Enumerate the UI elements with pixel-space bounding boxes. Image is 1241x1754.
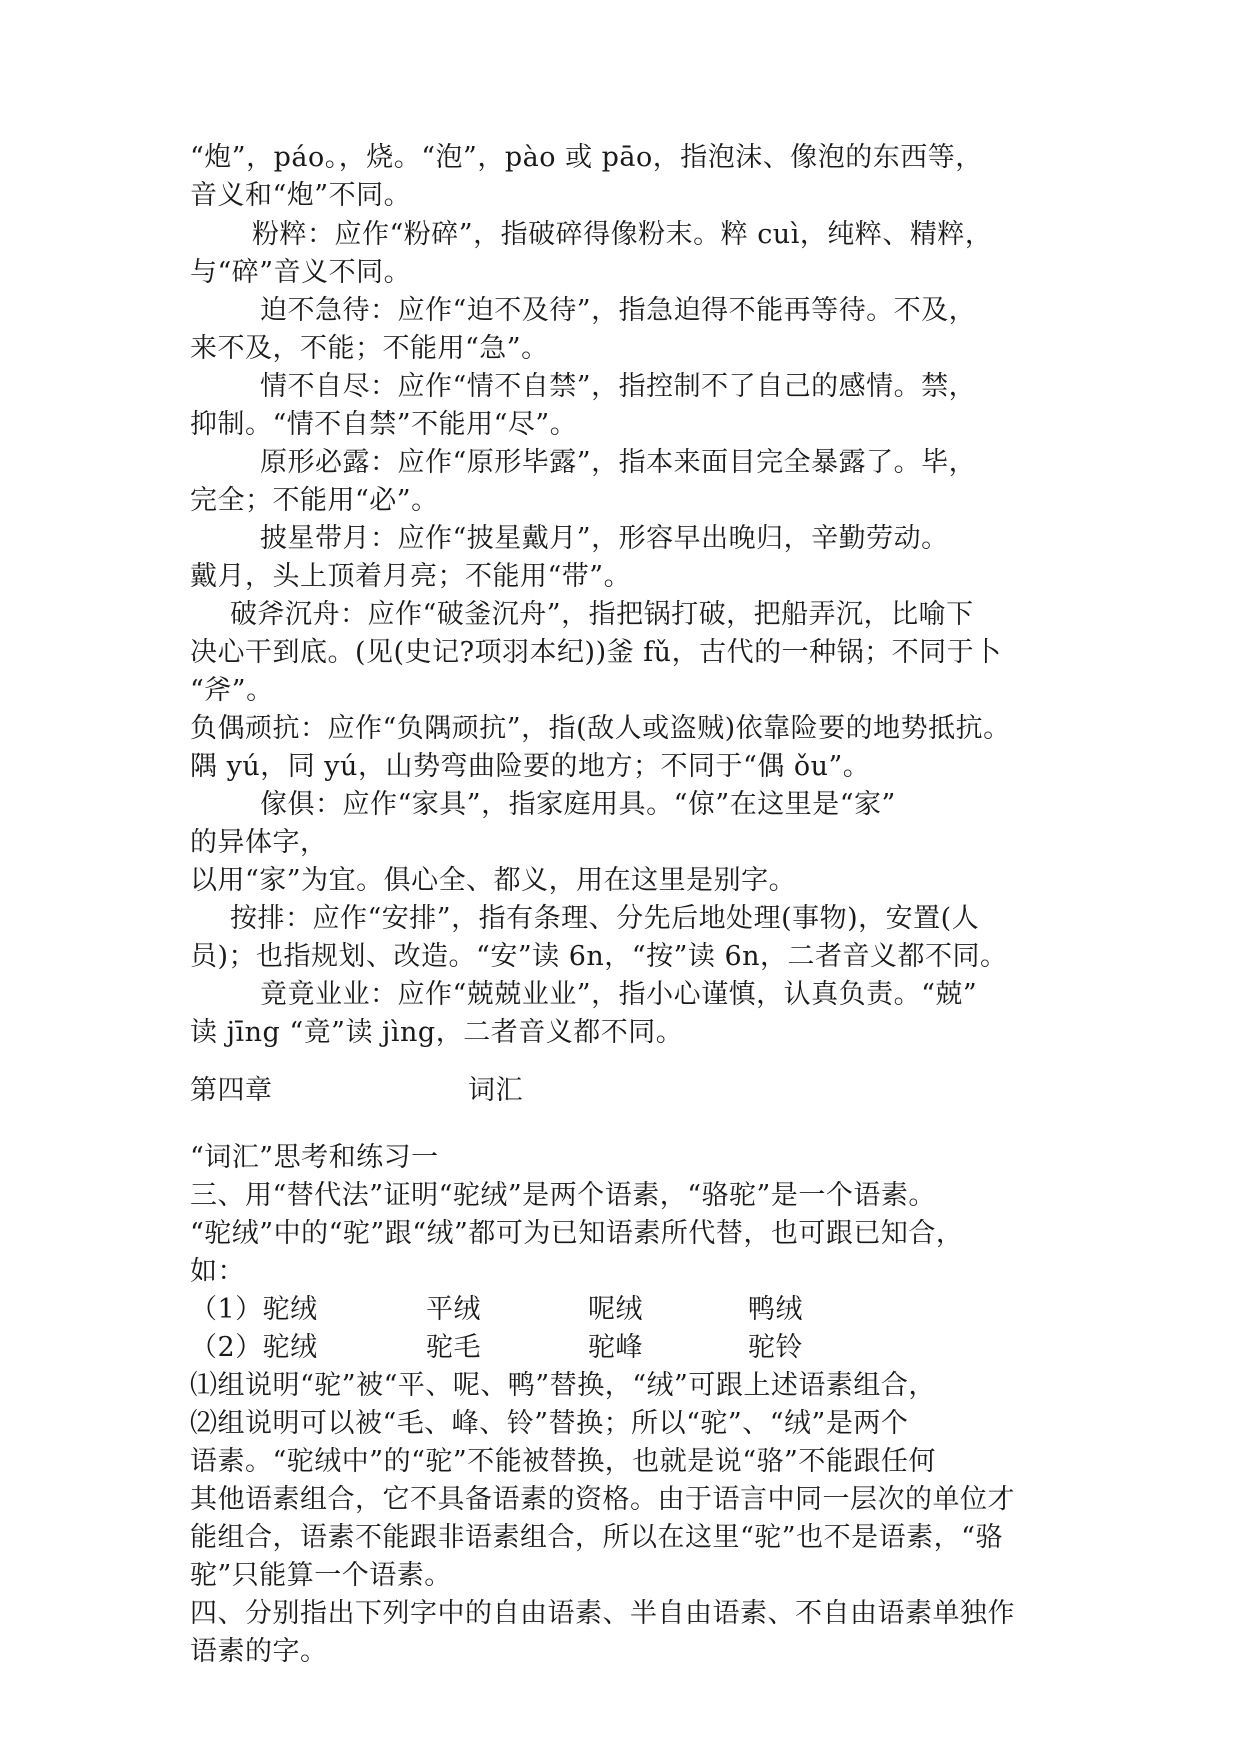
- text-line: 完全；不能用“必”。: [190, 485, 439, 516]
- text-line: 读 jīng “竟”读 jìng，二者音义都不同。: [190, 1017, 684, 1048]
- text-line: 如：: [190, 1256, 245, 1287]
- chapter-title: 词汇: [468, 1075, 523, 1106]
- example-row-2-item: （2）驼绒: [190, 1332, 318, 1363]
- text-line: 来不及，不能；不能用“急”。: [190, 333, 549, 364]
- text-line: 语素。“驼绒中”的“驼”不能被替换，也就是说“骆”不能跟任何: [190, 1446, 936, 1477]
- text-line: 原形必露：应作“原形毕露”，指本来面目完全暴露了。毕，: [260, 447, 977, 478]
- text-line: “斧”。: [190, 675, 274, 706]
- text-line: 破斧沉舟：应作“破釜沉舟”，指把锅打破，把船弄沉，比喻下: [230, 599, 974, 630]
- text-line: 按排：应作“安排”，指有条理、分先后地处理(事物)，安置(人: [230, 903, 980, 934]
- example-row-1-item: 呢绒: [588, 1294, 643, 1325]
- text-line: 能组合，语素不能跟非语素组合，所以在这里“驼”也不是语素，“骆: [190, 1522, 1003, 1553]
- text-line: 音义和“炮”不同。: [190, 180, 412, 211]
- text-line: 迫不急待：应作“迫不及待”，指急迫得不能再等待。不及，: [260, 295, 977, 326]
- text-line: ⑵组说明可以被“毛、峰、铃”替换；所以“驼”、“绒”是两个: [190, 1408, 909, 1439]
- section-heading: “词汇”思考和练习一: [190, 1142, 439, 1173]
- text-line: 语素的字。: [190, 1636, 328, 1667]
- example-row-1-item: （1）驼绒: [190, 1294, 318, 1325]
- text-line: 傢俱：应作“家具”，指家庭用具。“倞”在这里是“家”: [260, 789, 896, 820]
- text-line: 以用“家”为宜。俱心全、都义，用在这里是别字。: [190, 865, 797, 896]
- chapter-number: 第四章: [190, 1075, 273, 1106]
- text-line: “驼绒”中的“驼”跟“绒”都可为已知语素所代替，也可跟已知合，: [190, 1218, 964, 1249]
- example-row-1-item: 鸭绒: [748, 1294, 803, 1325]
- text-line: “炮”，páo。，烧。“泡”，pào 或 pāo，指泡沫、像泡的东西等，: [190, 142, 983, 173]
- text-line: 竟竟业业：应作“兢兢业业”，指小心谨慎，认真负责。“兢”: [260, 979, 978, 1010]
- text-line: 负偶顽抗：应作“负隅顽抗”，指(敌人或盗贼)依靠险要的地势抵抗。: [190, 713, 1011, 744]
- example-row-2-item: 驼毛: [426, 1332, 481, 1363]
- text-line: 决心干到底。(见(史记?项羽本纪))釜 fǔ，古代的一种锅；不同于卜: [190, 637, 1002, 668]
- text-line: 戴月，头上顶着月亮；不能用“带”。: [190, 561, 632, 592]
- text-line: 其他语素组合，它不具备语素的资格。由于语言中同一层次的单位才: [190, 1484, 1015, 1515]
- text-line: 粉粹：应作“粉碎”，指破碎得像粉末。粹 cuì，纯粹、精粹，: [252, 219, 993, 250]
- example-row-2-item: 驼峰: [588, 1332, 643, 1363]
- example-row-1-item: 平绒: [426, 1294, 481, 1325]
- text-line: 四、分别指出下列字中的自由语素、半自由语素、不自由语素单独作: [190, 1598, 1015, 1629]
- example-row-2-item: 驼铃: [748, 1332, 803, 1363]
- text-line: 情不自尽：应作“情不自禁”，指控制不了自己的感情。禁，: [260, 371, 977, 402]
- text-line: 隅 yú，同 yú，山势弯曲险要的地方；不同于“偶 ǒu”。: [190, 751, 871, 782]
- text-line: 员)；也指规划、改造。“安”读 6n，“按”读 6n，二者音义都不同。: [190, 941, 1008, 972]
- text-line: 抑制。“情不自禁”不能用“尽”。: [190, 409, 578, 440]
- text-line: ⑴组说明“驼”被“平、呢、鸭”替换，“绒”可跟上述语素组合，: [190, 1370, 936, 1401]
- text-line: 驼”只能算一个语素。: [190, 1560, 452, 1591]
- text-line: 的异体字，: [190, 827, 328, 858]
- text-line: 披星带月：应作“披星戴月”，形容早出晚归，辛勤劳动。: [260, 523, 949, 554]
- text-line: 与“碎”音义不同。: [190, 257, 412, 288]
- text-line: 三、用“替代法”证明“驼绒”是两个语素，“骆驼”是一个语素。: [190, 1180, 936, 1211]
